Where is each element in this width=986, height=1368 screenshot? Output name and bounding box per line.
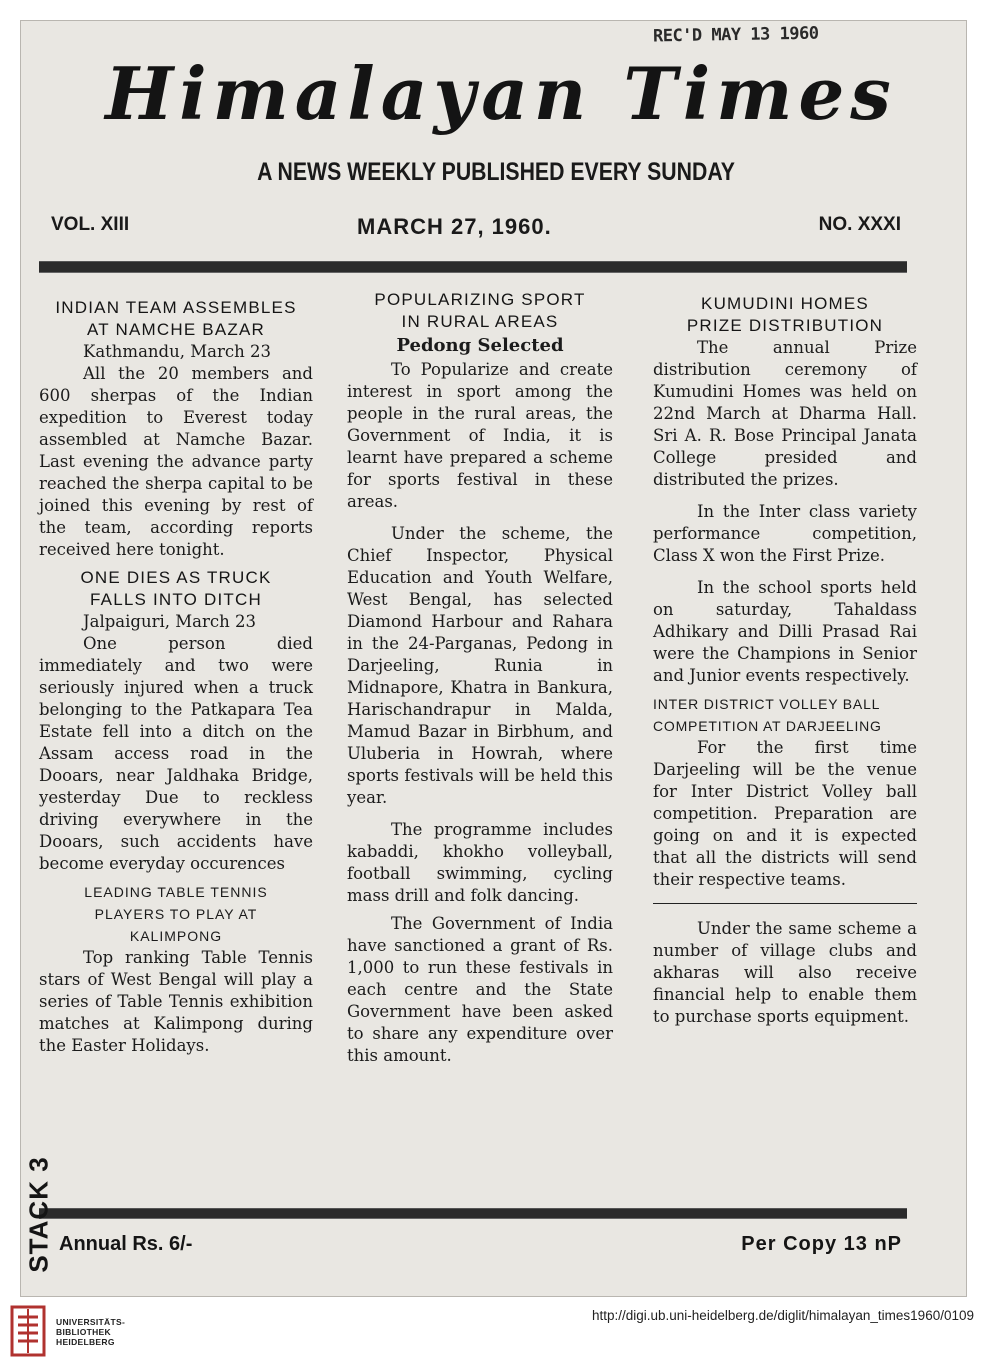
dateline: Jalpaiguri, March 23 xyxy=(83,612,256,631)
article-body: Top ranking Table Tennis stars of West Bengal will play a series of Table Tennis exhibition matches at Kalimpong during the Easter Holidays. xyxy=(39,948,313,1055)
article-headline: INDIAN TEAM ASSEMBLES xyxy=(55,298,297,317)
library-logo-icon xyxy=(10,1305,46,1357)
article-body: The programme includes kabaddi, khokho volleyball, football swimming, cycling mass drill and folk dancing. xyxy=(347,820,613,905)
article-body: In the school sports held on saturday, Tahaldass Adhikary and Dilli Prasad Rai were the Champions in Senior and Junior events respectively. xyxy=(653,578,917,685)
article-headline: IN RURAL AREAS xyxy=(401,312,559,331)
article-body: One person died immediately and two were seriously injured when a truck belonging to the Patkapara Tea Estate fell into a ditch on the Assam access road in the Dooars, near Jaldhaka Bridge, yesterday Due to reckless driving everywhere in the Dooars, such accidents have become everyday occurences xyxy=(39,634,313,873)
article-headline: KUMUDINI HOMES xyxy=(701,294,869,313)
article-body: The annual Prize distribution ceremony of Kumudini Homes was held on 22nd March at Dharma Hall. Sri A. R. Bose Principal Janata College presided and distributed the prizes. xyxy=(653,338,917,489)
article-headline: FALLS INTO DITCH xyxy=(90,590,262,609)
stack-label: STACK 3 xyxy=(23,1156,54,1273)
article-body: The Government of India have sanctioned a grant of Rs. 1,000 to run these festivals in each centre and the State Government have been asked to share any expenditure over this amount. xyxy=(347,914,613,1065)
article-headline: ONE DIES AS TRUCK xyxy=(80,568,272,587)
column-right xyxy=(653,293,917,1034)
article-headline: PRIZE DISTRIBUTION xyxy=(686,316,884,335)
dateline: Kathmandu, March 23 xyxy=(83,342,271,361)
per-copy-price: Per Copy 13 nP xyxy=(741,1233,902,1255)
volume-label: VOL. XIII xyxy=(51,214,130,235)
top-rule xyxy=(39,261,907,273)
article-headline: COMPETITION AT DARJEELING xyxy=(653,718,882,734)
article-headline: AT NAMCHE BAZAR xyxy=(87,320,265,339)
annual-price: Annual Rs. 6/- xyxy=(59,1233,193,1255)
article-subheadline: Pedong Selected xyxy=(396,335,564,356)
issue-number: NO. XXXI xyxy=(818,214,901,235)
article-body: In the Inter class variety performance competition, Class X won the First Prize. xyxy=(653,502,917,565)
source-url-link[interactable]: http://digi.ub.uni-heidelberg.de/diglit/himalayan_times1960/0109 xyxy=(591,1308,974,1323)
library-name-line: BIBLIOTHEK xyxy=(56,1327,111,1337)
column-middle xyxy=(347,289,613,1073)
masthead-subtitle: A NEWS WEEKLY PUBLISHED EVERY SUNDAY xyxy=(257,158,735,186)
article-headline: PLAYERS TO PLAY AT xyxy=(94,906,258,922)
library-name-line: HEIDELBERG xyxy=(56,1337,115,1347)
issue-date: MARCH 27, 1960. xyxy=(357,214,552,239)
column-divider xyxy=(653,903,917,904)
column-left xyxy=(39,297,313,1063)
article-headline: POPULARIZING SPORT xyxy=(374,290,586,309)
article-headline: KALIMPONG xyxy=(129,928,223,944)
article-body: All the 20 members and 600 sherpas of the Indian expedition to Everest today assembled at Namche Bazar. Last evening the advance party reached the sherpa capital to be joined this evening by rest of the team, according reports received here tonight. xyxy=(39,364,313,559)
library-name xyxy=(56,1317,125,1347)
article-headline: INTER DISTRICT VOLLEY BALL xyxy=(653,696,881,712)
article-body: Under the scheme, the Chief Inspector, Physical Education and Youth Welfare, West Bengal, has selected Diamond Harbour and Rahara in the 24-Parganas, Pedong in Darjeeling, Runia in Midnapore, Khatra in Bankura, Harischandrapur in Malda, Mamud Bazar in Birbhum, and Uluberia in Howrah, where sports festivals will be held this year. xyxy=(347,524,613,807)
article-body: Under the same scheme a number of village clubs and akharas will also receive financial help to enable them to purchase sports equipment. xyxy=(653,919,917,1026)
article-headline: LEADING TABLE TENNIS xyxy=(84,884,268,900)
newspaper-page xyxy=(20,20,967,1297)
library-name-line: UNIVERSITÄTS- xyxy=(56,1317,126,1327)
masthead-title: Himalayan Times xyxy=(105,51,897,136)
article-body: For the first time Darjeeling will be the venue for Inter District Volley ball competition. Preparation are going on and it is expected that all the districts will send their respective teams. xyxy=(653,738,917,889)
bottom-rule xyxy=(39,1208,907,1219)
article-body: To Popularize and create interest in sport among the people in the rural areas, the Government of India, it is learnt have prepared a scheme for sports festival in these areas. xyxy=(347,360,613,511)
received-stamp: REC'D MAY 13 1960 xyxy=(652,23,819,47)
